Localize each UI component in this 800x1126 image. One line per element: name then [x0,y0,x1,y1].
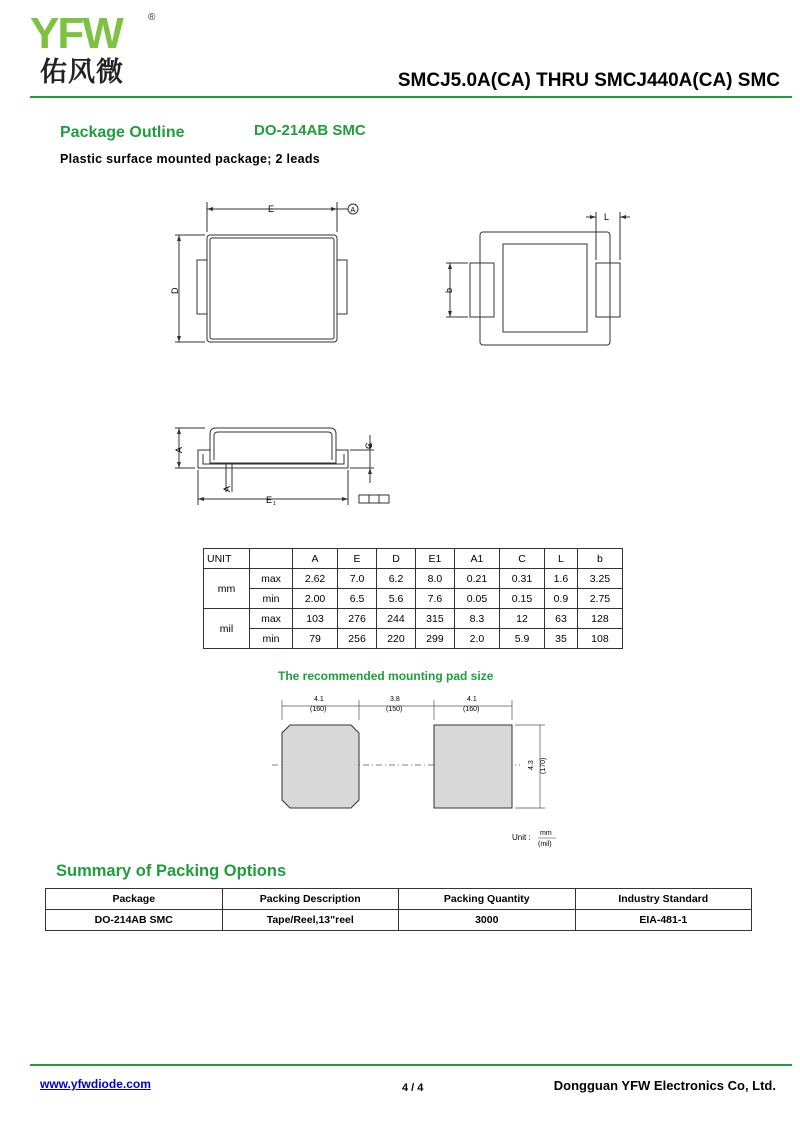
dim-A-label: A [174,446,184,453]
unit-cell: mil [204,609,250,649]
unit-label: Unit : [512,833,531,842]
packing-cell: EIA-481-1 [575,910,752,931]
value-cell: 276 [338,609,377,629]
value-cell: 79 [293,629,338,649]
dim-E1-subscript: 1 [273,501,276,507]
table-row [204,609,623,629]
pad-width2-mil: (160) [463,706,480,713]
pad-gap-mil: (150) [386,706,403,713]
value-cell: 0.15 [499,589,544,609]
package-name: DO-214AB SMC [254,122,366,139]
value-cell: 128 [577,609,622,629]
value-cell: 8.3 [454,609,499,629]
datum-A-label: A [350,207,356,214]
logo-registered-mark: ® [148,12,156,23]
limit-cell: min [250,629,293,649]
table-header-cell: b [577,549,622,569]
value-cell: 8.0 [415,569,454,589]
table-header-cell: A1 [454,549,499,569]
value-cell: 256 [338,629,377,649]
value-cell: 0.21 [454,569,499,589]
company-name: Dongguan YFW Electronics Co, Ltd. [553,1078,776,1093]
table-header-cell [250,549,293,569]
footer-rule [30,1064,792,1066]
value-cell: 103 [293,609,338,629]
logo-text: YFW [30,9,122,58]
website-link[interactable]: www.yfwdiode.com [40,1077,151,1091]
value-cell: 220 [377,629,416,649]
value-cell: 6.5 [338,589,377,609]
table-row [204,589,623,609]
pad-width2-mm: 4.1 [467,696,477,703]
document-title: SMCJ5.0A(CA) THRU SMCJ440A(CA) SMC [397,70,780,91]
table-header-cell: UNIT [204,549,250,569]
packing-cell: Tape/Reel,13"reel [222,910,399,931]
table-row [46,910,752,931]
dim-L-label: L [604,212,610,222]
value-cell: 2.75 [577,589,622,609]
value-cell: 0.31 [499,569,544,589]
dim-C-label: C [364,442,374,449]
value-cell: 12 [499,609,544,629]
page-number: 4 / 4 [402,1082,424,1094]
value-cell: 0.05 [454,589,499,609]
value-cell: 5.9 [499,629,544,649]
table-header-cell: Packing Quantity [399,889,576,910]
packing-cell: DO-214AB SMC [46,910,223,931]
packing-heading: Summary of Packing Options [56,862,287,880]
table-header-cell: C [499,549,544,569]
packing-table [45,888,752,931]
unit-top: mm [540,830,552,837]
value-cell: 1.6 [545,569,578,589]
table-row [204,569,623,589]
table-header-cell: E1 [415,549,454,569]
table-header-cell: A [293,549,338,569]
header-rule [30,96,792,98]
table-header-cell: D [377,549,416,569]
value-cell: 6.2 [377,569,416,589]
dim-E1-label: E [266,495,273,505]
value-cell: 0.9 [545,589,578,609]
value-cell: 299 [415,629,454,649]
packing-cell: 3000 [399,910,576,931]
pad-height-mil: (170) [540,757,547,774]
value-cell: 244 [377,609,416,629]
pad-width-mil: (160) [310,706,327,713]
table-header-cell: L [545,549,578,569]
unit-bottom: (mil) [538,841,552,848]
dim-D-label: D [170,287,180,294]
value-cell: 35 [545,629,578,649]
mounting-pad-title: The recommended mounting pad size [278,669,494,683]
limit-cell: max [250,609,293,629]
pad-width-mm: 4.1 [314,696,324,703]
value-cell: 3.25 [577,569,622,589]
value-cell: 7.0 [338,569,377,589]
table-header-cell: Industry Standard [575,889,752,910]
logo-chinese-name: 佑风微 [40,57,124,88]
mounting-pad-drawing [0,690,800,860]
table-header-cell: Package [46,889,223,910]
package-outline-drawing [0,190,800,520]
value-cell: 7.6 [415,589,454,609]
value-cell: 2.00 [293,589,338,609]
limit-cell: min [250,589,293,609]
value-cell: 2.62 [293,569,338,589]
dim-b-label: b [444,287,454,293]
value-cell: 2.0 [454,629,499,649]
table-header-row [204,549,623,569]
table-header-row [46,889,752,910]
package-description: Plastic surface mounted package; 2 leads [60,152,321,166]
limit-cell: max [250,569,293,589]
dim-A1-label: A [222,485,232,492]
dim-E-label: E [268,204,275,214]
package-outline-heading: Package Outline [60,124,185,141]
table-header-cell: Packing Description [222,889,399,910]
table-row [204,629,623,649]
value-cell: 108 [577,629,622,649]
pad-gap-mm: 3.8 [390,696,400,703]
value-cell: 5.6 [377,589,416,609]
value-cell: 63 [545,609,578,629]
pad-height-mm: 4.3 [528,760,535,770]
unit-cell: mm [204,569,250,609]
dimensions-table [203,548,623,649]
table-header-cell: E [338,549,377,569]
value-cell: 315 [415,609,454,629]
